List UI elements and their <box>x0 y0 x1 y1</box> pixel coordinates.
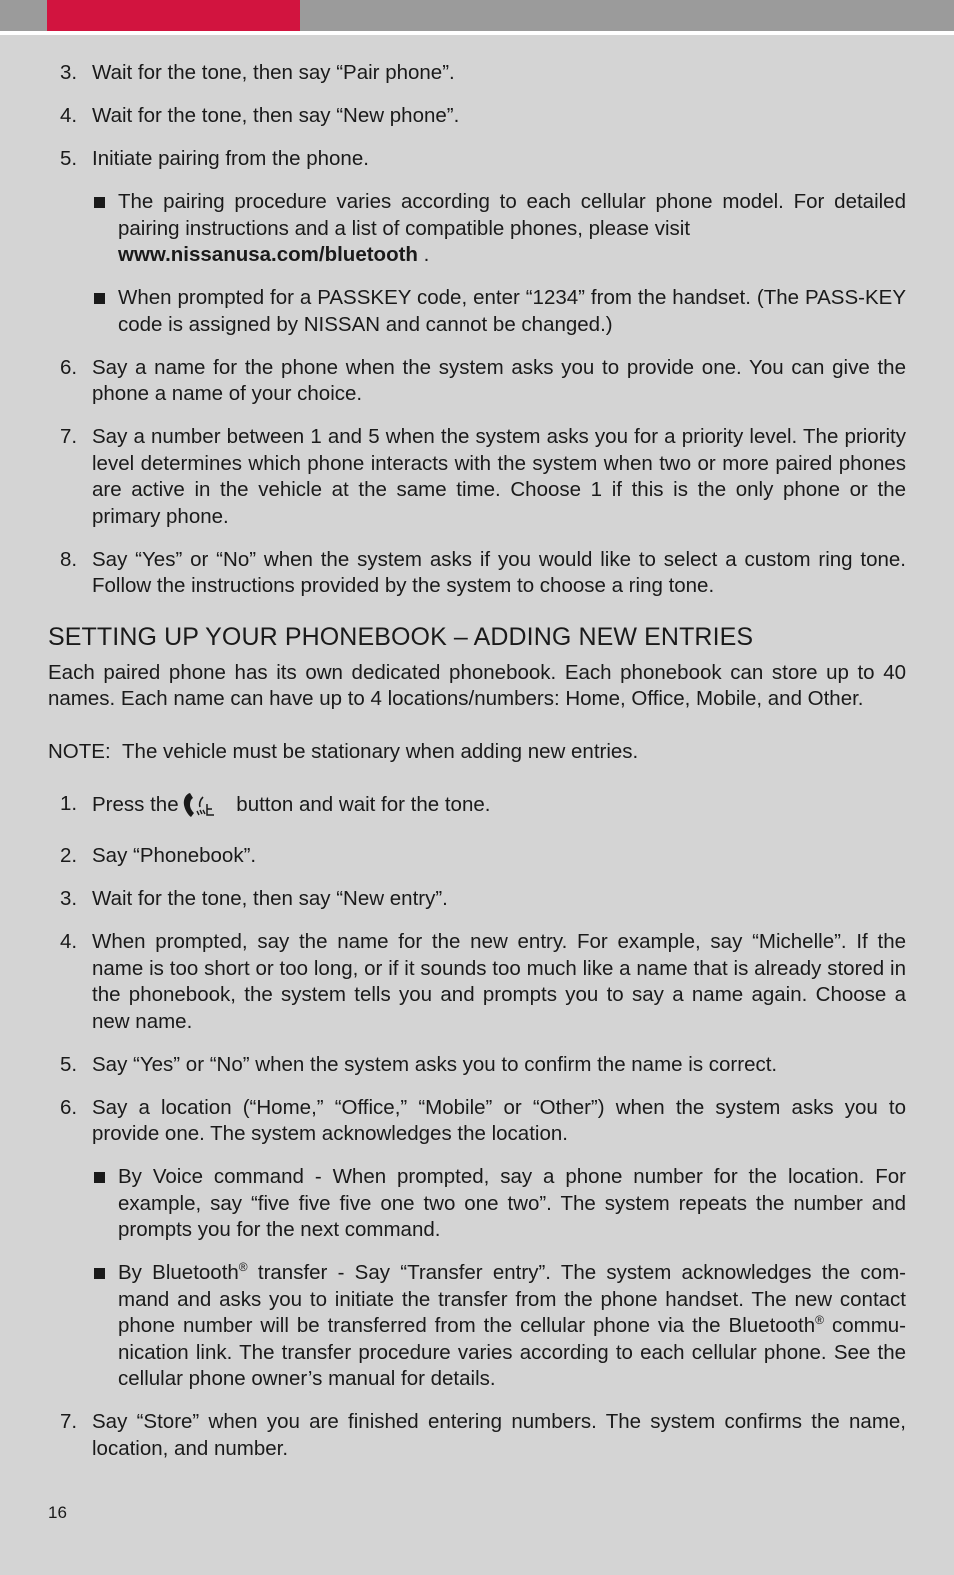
step-text: Say a name for the phone when the system asks you to provide one. You can give the phone a name of your choice. <box>92 355 906 405</box>
square-bullet-icon <box>94 197 105 208</box>
step-number: 6. <box>60 355 78 379</box>
list-item <box>48 1409 906 1462</box>
step-number: 3. <box>60 61 78 84</box>
step-number: 4. <box>60 930 78 953</box>
list-item <box>48 103 906 130</box>
step-number: 2. <box>60 844 78 867</box>
bullet-text: commu-nication link. The transfer procedure varies according to each cellular phone. See the cellular phone owner’s manual for details. <box>118 1314 907 1390</box>
step-number: 3. <box>60 887 78 910</box>
phonebook-steps <box>48 791 906 1462</box>
phone-voice-icon <box>181 791 225 827</box>
bullet-item <box>92 1164 906 1244</box>
location-methods <box>92 1164 906 1393</box>
step-number: 7. <box>60 425 78 448</box>
section-heading: SETTING UP YOUR PHONEBOOK – ADDING NEW ENTRIES <box>48 622 754 651</box>
list-item <box>48 929 906 1035</box>
square-bullet-icon <box>94 1172 105 1183</box>
bullet-text: The pairing procedure varies according to each cellular phone model. For detailed pairing instructions and a list of compatible phones, please visit <box>118 190 906 240</box>
square-bullet-icon <box>94 293 105 304</box>
registered-mark: ® <box>238 1260 248 1275</box>
pairing-steps <box>48 60 906 600</box>
step-text: Wait for the tone, then say “New phone”. <box>92 104 460 127</box>
page-number: 16 <box>48 1503 67 1522</box>
step-text: Initiate pairing from the phone. <box>92 147 369 170</box>
step-text: Wait for the tone, then say “New entry”. <box>92 887 448 910</box>
step-text: Wait for the tone, then say “Pair phone”. <box>92 61 455 84</box>
section-intro: Each paired phone has its own dedicated phonebook. Each phonebook can store up to 40 names. Each name can have up to 4 locations/numbers: Home, Office, Mobile, and Other. <box>48 660 906 710</box>
pairing-notes <box>92 189 906 338</box>
step-text: Say “Phonebook”. <box>92 844 257 867</box>
list-item <box>48 146 906 338</box>
list-item <box>48 886 906 913</box>
registered-mark: ® <box>815 1313 825 1328</box>
step-text: Say “Store” when you are finished entering numbers. The system confirms the name, location, and number. <box>92 1410 906 1460</box>
list-item <box>48 843 906 870</box>
bullet-text: By Bluetooth <box>118 1261 239 1284</box>
list-item <box>48 791 906 827</box>
step-number: 4. <box>60 104 78 127</box>
bullet-text: By Voice command - When prompted, say a phone number for the location. For example, say “five five five one two one two”. The system repeats the number and prompts you for the next command. <box>118 1165 906 1241</box>
step-number: 5. <box>60 1052 78 1076</box>
step-text: Say a number between 1 and 5 when the system asks you for a priority level. The priority level determines which phone interacts with the system when two or more paired phones are active in the vehicle at the same time. Choose 1 if this is the only phone or the primary phone. <box>92 425 906 528</box>
step-text: Say “Yes” or “No” when the system asks you to confirm the name is correct. <box>92 1052 778 1076</box>
section-note: NOTE: The vehicle must be stationary when adding new entries. <box>48 739 639 763</box>
step-number: 6. <box>60 1095 78 1119</box>
bullet-suffix: . <box>417 243 430 266</box>
step-number: 8. <box>60 547 78 571</box>
step-number: 1. <box>60 792 78 815</box>
list-item <box>48 547 906 600</box>
page-content <box>48 60 906 1479</box>
bullet-item <box>92 189 906 269</box>
bullet-item <box>92 285 906 338</box>
step-text: Press the <box>92 793 179 816</box>
bullet-text: transfer - Say “Transfer entry”. The system acknowledges the com-mand and asks you to initiate the transfer from the phone handset. The new contact phone number will be transferred from the cellular phone via the Bluetooth <box>118 1261 906 1337</box>
square-bullet-icon <box>94 1268 105 1279</box>
step-text: Say “Yes” or “No” when the system asks if you would like to select a custom ring tone. Follow the instructions provided by the system to choose a ring tone. <box>92 547 906 597</box>
header-accent-tab <box>47 0 300 31</box>
step-text: Say a location (“Home,” “Office,” “Mobile” or “Other”) when the system asks you to provide one. The system acknowledges the location. <box>92 1095 906 1145</box>
list-item <box>48 60 906 87</box>
header-rule <box>0 31 954 35</box>
step-text: button and wait for the tone. <box>230 793 491 816</box>
bluetooth-url-link[interactable]: www.nissanusa.com/bluetooth <box>118 243 418 266</box>
bullet-item <box>92 1260 906 1393</box>
step-text: When prompted, say the name for the new entry. For example, say “Michelle”. If the name is too short or too long, or if it sounds too much like a name that is already stored in the phonebook, the system tells you and prompts you to say a name again. Choose a new name. <box>92 930 906 1033</box>
list-item <box>48 1052 906 1079</box>
list-item <box>48 355 906 408</box>
step-number: 7. <box>60 1410 78 1433</box>
list-item <box>48 424 906 530</box>
bullet-text: When prompted for a PASSKEY code, enter “1234” from the handset. (The PASS-KEY code is assigned by NISSAN and cannot be changed.) <box>118 286 906 336</box>
list-item <box>48 1095 906 1393</box>
step-number: 5. <box>60 147 78 170</box>
